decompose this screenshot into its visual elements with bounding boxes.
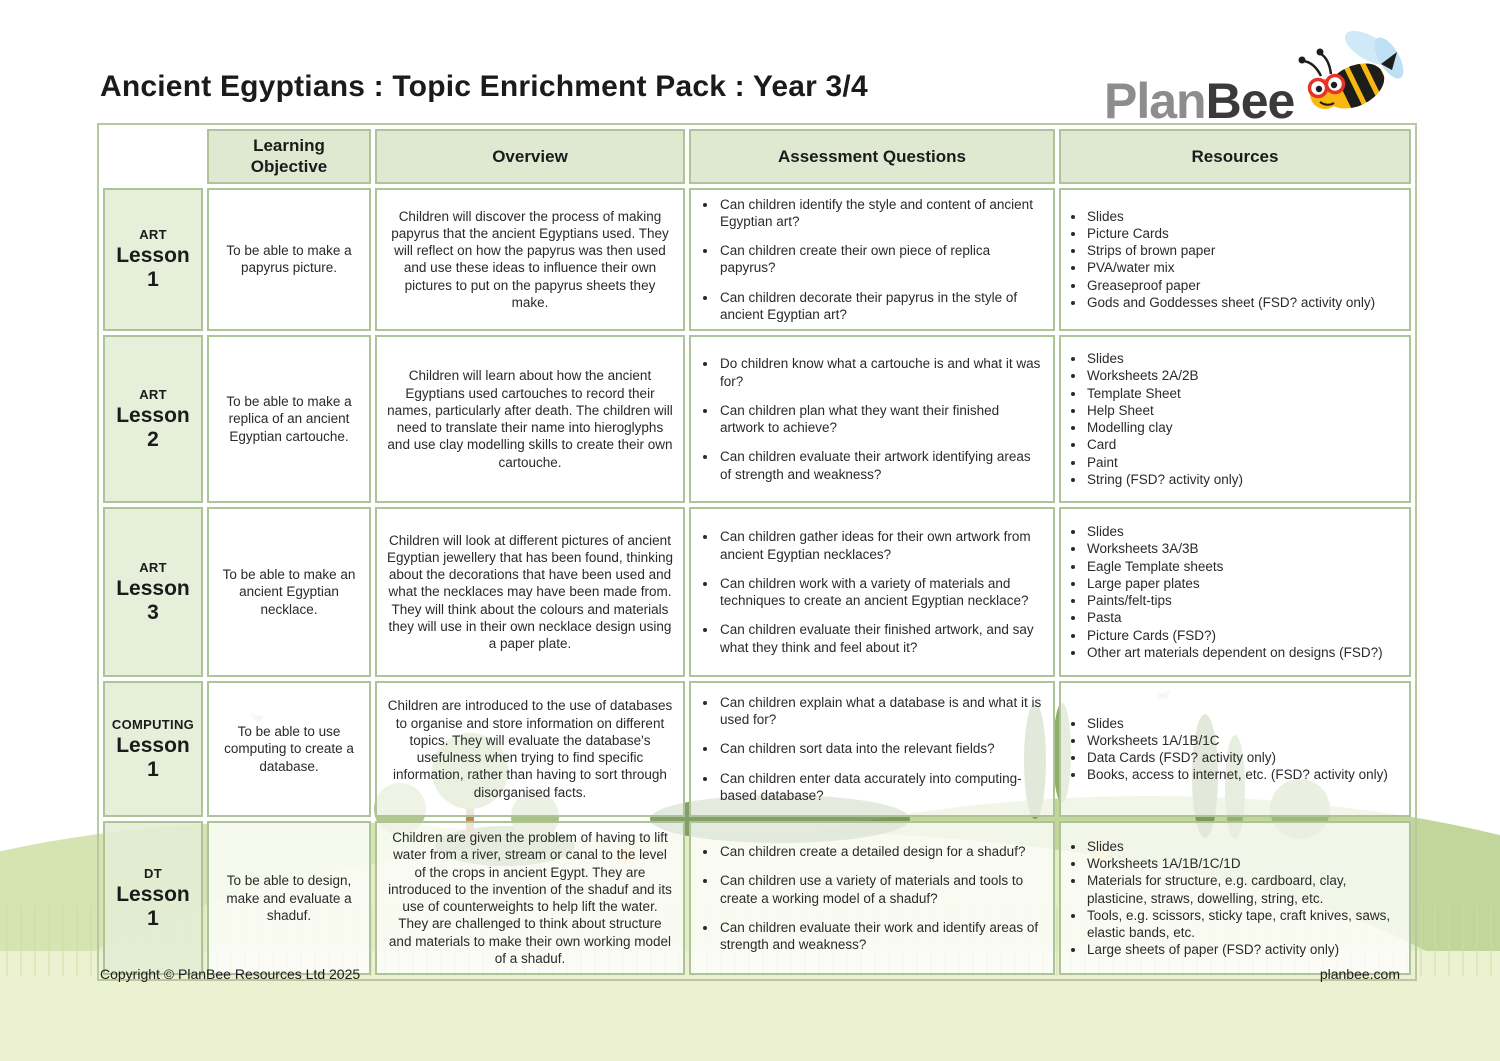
- list-item: • Worksheets 2A/2B: [1086, 367, 1399, 384]
- page-footer: [100, 966, 1400, 982]
- list-item: • Can children enter data accurately into computing-based database?: [718, 770, 1043, 805]
- list-item: • Can children decorate their papyrus in the style of ancient Egyptian art?: [718, 289, 1043, 324]
- lesson-number: Lesson 3: [116, 576, 190, 624]
- resources-list: [1071, 523, 1399, 661]
- table-row: [103, 188, 1411, 332]
- column-header-learning-objective: Learning Objective: [207, 129, 371, 184]
- list-item: • Large sheets of paper (FSD? activity only): [1086, 941, 1399, 958]
- subject-label: ART: [139, 226, 167, 242]
- column-header-resources: Resources: [1059, 129, 1411, 184]
- list-item: • Can children use a variety of materials and tools to create a working model of a shaduf?: [718, 872, 1043, 907]
- cell-assessment-questions: [689, 335, 1055, 503]
- list-item: • Paints/felt-tips: [1086, 592, 1399, 609]
- website-url: planbee.com: [1319, 966, 1400, 982]
- cell-assessment-questions: [689, 188, 1055, 332]
- cell-resources: [1059, 821, 1411, 975]
- lesson-number: Lesson 1: [116, 882, 190, 930]
- cell-resources: [1059, 335, 1411, 503]
- list-item: • Help Sheet: [1086, 402, 1399, 419]
- list-item: • Slides: [1086, 208, 1399, 225]
- list-item: • Slides: [1086, 715, 1399, 732]
- lesson-label-cell: [103, 821, 203, 975]
- table-row: [103, 681, 1411, 817]
- copyright-text: Copyright © PlanBee Resources Ltd 2025: [100, 966, 361, 982]
- list-item: • Other art materials dependent on designs (FSD?): [1086, 644, 1399, 661]
- subject-label: ART: [139, 559, 167, 575]
- questions-list: [701, 196, 1043, 324]
- list-item: • Picture Cards: [1086, 225, 1399, 242]
- list-item: • Worksheets 1A/1B/1C: [1086, 732, 1399, 749]
- resources-list: [1071, 350, 1399, 488]
- lesson-label-cell: [103, 507, 203, 677]
- cell-resources: [1059, 507, 1411, 677]
- table-row: [103, 507, 1411, 677]
- list-item: • Slides: [1086, 523, 1399, 540]
- cell-learning-objective: To be able to make a replica of an ancient Egyptian cartouche.: [207, 335, 371, 503]
- list-item: • Eagle Template sheets: [1086, 558, 1399, 575]
- list-item: • Can children evaluate their artwork identifying areas of strength and weakness?: [718, 448, 1043, 483]
- cell-learning-objective: To be able to make an ancient Egyptian necklace.: [207, 507, 371, 677]
- cell-overview: Children will discover the process of making papyrus that the ancient Egyptians used. They will reflect on how the papyrus was then used and use these ideas to influence their own pictures to put on the papyrus sheets they make.: [375, 188, 685, 332]
- list-item: • Greaseproof paper: [1086, 277, 1399, 294]
- list-item: • Slides: [1086, 350, 1399, 367]
- list-item: • Worksheets 3A/3B: [1086, 540, 1399, 557]
- list-item: • Can children explain what a database is and what it is used for?: [718, 694, 1043, 729]
- planbee-logo: [1104, 30, 1404, 130]
- lesson-label-cell: [103, 681, 203, 817]
- list-item: • Strips of brown paper: [1086, 242, 1399, 259]
- cell-assessment-questions: [689, 507, 1055, 677]
- questions-list: [701, 694, 1043, 804]
- list-item: • Can children plan what they want their finished artwork to achieve?: [718, 402, 1043, 437]
- table-row: [103, 335, 1411, 503]
- bee-icon: [1289, 28, 1414, 133]
- list-item: • Books, access to internet, etc. (FSD? activity only): [1086, 766, 1399, 783]
- list-item: • Tools, e.g. scissors, sticky tape, craft knives, saws, elastic bands, etc.: [1086, 907, 1399, 942]
- list-item: • Pasta: [1086, 609, 1399, 626]
- questions-list: [701, 355, 1043, 483]
- list-item: • Can children work with a variety of materials and techniques to create an ancient Egyptian necklace?: [718, 575, 1043, 610]
- cell-overview: Children are introduced to the use of databases to organise and store information on different topics. They will evaluate the database's usefulness when trying to find specific information, rather than having to sort through disorganised facts.: [375, 681, 685, 817]
- cell-overview: Children are given the problem of having to lift water from a river, stream or canal to the level of the crops in ancient Egypt. They are introduced to the invention of the shaduf and its use of counterweights to help lift the water. They are challenged to think about structure and materials to make their own working model of a shaduf.: [375, 821, 685, 975]
- cell-resources: [1059, 188, 1411, 332]
- logo-wordmark: [1104, 72, 1294, 130]
- list-item: • Card: [1086, 436, 1399, 453]
- list-item: • Do children know what a cartouche is and what it was for?: [718, 355, 1043, 390]
- subject-label: ART: [139, 386, 167, 402]
- list-item: • Data Cards (FSD? activity only): [1086, 749, 1399, 766]
- lesson-label-cell: [103, 188, 203, 332]
- cell-learning-objective: To be able to use computing to create a database.: [207, 681, 371, 817]
- questions-list: [701, 843, 1043, 953]
- list-item: • PVA/water mix: [1086, 259, 1399, 276]
- list-item: • Gods and Goddesses sheet (FSD? activity only): [1086, 294, 1399, 311]
- list-item: • Can children create their own piece of replica papyrus?: [718, 242, 1043, 277]
- resources-list: [1071, 838, 1399, 959]
- list-item: • Can children evaluate their finished artwork, and say what they think and feel about it?: [718, 621, 1043, 656]
- list-item: • Slides: [1086, 838, 1399, 855]
- lesson-number: Lesson 1: [116, 243, 190, 291]
- list-item: • Large paper plates: [1086, 575, 1399, 592]
- list-item: • Can children evaluate their work and identify areas of strength and weakness?: [718, 919, 1043, 954]
- header-row: [103, 129, 1411, 184]
- questions-list: [701, 528, 1043, 656]
- lesson-label-cell: [103, 335, 203, 503]
- page-title: Ancient Egyptians : Topic Enrichment Pack : Year 3/4: [100, 70, 868, 103]
- list-item: • Can children identify the style and content of ancient Egyptian art?: [718, 196, 1043, 231]
- cell-overview: Children will learn about how the ancient Egyptians used cartouches to record their names, particularly after death. The children will need to translate their name into hieroglyphs and use clay modelling skills to create their own cartouche.: [375, 335, 685, 503]
- list-item: • Modelling clay: [1086, 419, 1399, 436]
- list-item: • Picture Cards (FSD?): [1086, 627, 1399, 644]
- resources-list: [1071, 208, 1399, 312]
- lesson-number: Lesson 1: [116, 733, 190, 781]
- column-header-assessment-questions: Assessment Questions: [689, 129, 1055, 184]
- lesson-number: Lesson 2: [116, 403, 190, 451]
- list-item: • Can children sort data into the relevant fields?: [718, 740, 1043, 757]
- list-item: • Template Sheet: [1086, 385, 1399, 402]
- column-header-overview: Overview: [375, 129, 685, 184]
- logo-bee-text: Bee: [1205, 73, 1295, 129]
- corner-cell: [103, 129, 203, 184]
- list-item: • Paint: [1086, 454, 1399, 471]
- list-item: • Materials for structure, e.g. cardboard, clay, plasticine, straws, dowelling, string, etc.: [1086, 872, 1399, 907]
- resources-list: [1071, 715, 1399, 784]
- list-item: • String (FSD? activity only): [1086, 471, 1399, 488]
- cell-assessment-questions: [689, 681, 1055, 817]
- lesson-plan-table: [97, 123, 1417, 981]
- list-item: • Can children gather ideas for their own artwork from ancient Egyptian necklaces?: [718, 528, 1043, 563]
- subject-label: DT: [144, 865, 162, 881]
- cell-learning-objective: To be able to design, make and evaluate a shaduf.: [207, 821, 371, 975]
- cell-overview: Children will look at different pictures of ancient Egyptian jewellery that has been found, thinking about the decorations that have been used and what the necklaces may have been made from. They will think about the colours and materials they will use in their own necklace design using a paper plate.: [375, 507, 685, 677]
- cell-assessment-questions: [689, 821, 1055, 975]
- table-row: [103, 821, 1411, 975]
- list-item: • Can children create a detailed design for a shaduf?: [718, 843, 1043, 860]
- logo-plan-text: Plan: [1104, 73, 1206, 129]
- cell-learning-objective: To be able to make a papyrus picture.: [207, 188, 371, 332]
- subject-label: COMPUTING: [111, 716, 195, 732]
- list-item: • Worksheets 1A/1B/1C/1D: [1086, 855, 1399, 872]
- cell-resources: [1059, 681, 1411, 817]
